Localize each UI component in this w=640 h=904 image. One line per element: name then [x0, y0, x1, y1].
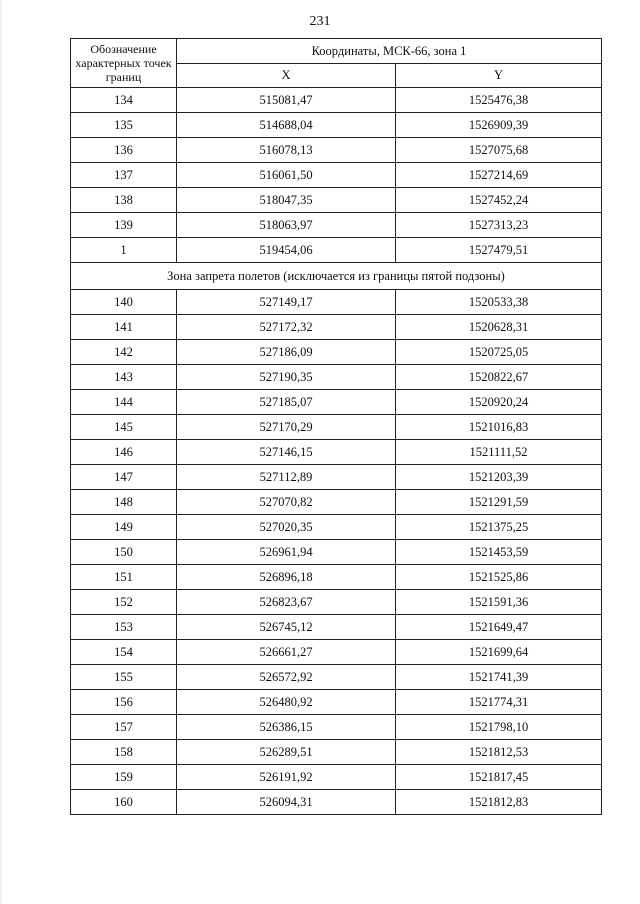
x-coordinate-cell: 519454,06	[177, 238, 396, 263]
y-coordinate-cell: 1521798,10	[396, 715, 602, 740]
table-row	[71, 615, 602, 640]
y-coordinate-cell: 1521812,83	[396, 790, 602, 815]
y-coordinate-cell: 1521016,83	[396, 415, 602, 440]
point-cell: 134	[71, 88, 177, 113]
y-coordinate-cell: 1527313,23	[396, 213, 602, 238]
x-coordinate-cell: 527185,07	[177, 390, 396, 415]
table-row	[71, 113, 602, 138]
x-coordinate-cell: 526745,12	[177, 615, 396, 640]
x-coordinate-cell: 526480,92	[177, 690, 396, 715]
table-row	[71, 515, 602, 540]
table-row	[71, 88, 602, 113]
x-coordinate-cell: 527172,32	[177, 315, 396, 340]
point-cell: 138	[71, 188, 177, 213]
table-row	[71, 590, 602, 615]
table-row	[71, 540, 602, 565]
point-cell: 144	[71, 390, 177, 415]
table-header	[71, 39, 602, 88]
y-coordinate-cell: 1521111,52	[396, 440, 602, 465]
x-coordinate-cell: 527170,29	[177, 415, 396, 440]
table-row	[71, 715, 602, 740]
point-cell: 1	[71, 238, 177, 263]
x-coordinate-cell: 526961,94	[177, 540, 396, 565]
point-cell: 156	[71, 690, 177, 715]
x-coordinate-cell: 527149,17	[177, 290, 396, 315]
point-cell: 151	[71, 565, 177, 590]
point-cell: 150	[71, 540, 177, 565]
table-row	[71, 340, 602, 365]
page-number: 231	[309, 14, 331, 29]
y-coordinate-cell: 1521453,59	[396, 540, 602, 565]
y-coordinate-cell: 1525476,38	[396, 88, 602, 113]
table-row	[71, 290, 602, 315]
x-coordinate-cell: 526823,67	[177, 590, 396, 615]
point-cell: 136	[71, 138, 177, 163]
y-coordinate-cell: 1520628,31	[396, 315, 602, 340]
point-cell: 152	[71, 590, 177, 615]
point-cell: 145	[71, 415, 177, 440]
y-coordinate-cell: 1521525,86	[396, 565, 602, 590]
x-coordinate-cell: 515081,47	[177, 88, 396, 113]
table-row	[71, 188, 602, 213]
table-row	[71, 365, 602, 390]
x-coordinate-cell: 526289,51	[177, 740, 396, 765]
table-row	[71, 665, 602, 690]
table-row	[71, 315, 602, 340]
section-row	[71, 263, 602, 290]
y-coordinate-cell: 1521291,59	[396, 490, 602, 515]
x-column-header: X	[177, 64, 396, 88]
y-coordinate-cell: 1521591,36	[396, 590, 602, 615]
point-column-header: Обозначение характерных точек границ	[71, 39, 177, 88]
point-cell: 158	[71, 740, 177, 765]
table-body-top	[71, 88, 602, 263]
coordinates-title-header: Координаты, МСК-66, зона 1	[177, 39, 602, 64]
x-coordinate-cell: 527112,89	[177, 465, 396, 490]
x-coordinate-cell: 514688,04	[177, 113, 396, 138]
x-coordinate-cell: 526386,15	[177, 715, 396, 740]
y-coordinate-cell: 1521699,64	[396, 640, 602, 665]
x-coordinate-cell: 518063,97	[177, 213, 396, 238]
y-coordinate-cell: 1527214,69	[396, 163, 602, 188]
point-cell: 137	[71, 163, 177, 188]
table-row	[71, 565, 602, 590]
y-coordinate-cell: 1521817,45	[396, 765, 602, 790]
point-cell: 147	[71, 465, 177, 490]
x-coordinate-cell: 527070,82	[177, 490, 396, 515]
y-coordinate-cell: 1521375,25	[396, 515, 602, 540]
y-coordinate-cell: 1526909,39	[396, 113, 602, 138]
point-cell: 149	[71, 515, 177, 540]
y-column-header: Y	[396, 64, 602, 88]
y-coordinate-cell: 1521741,39	[396, 665, 602, 690]
point-cell: 139	[71, 213, 177, 238]
table-body-bottom	[71, 290, 602, 815]
y-coordinate-cell: 1527075,68	[396, 138, 602, 163]
y-coordinate-cell: 1520822,67	[396, 365, 602, 390]
y-coordinate-cell: 1520533,38	[396, 290, 602, 315]
y-coordinate-cell: 1527452,24	[396, 188, 602, 213]
point-cell: 157	[71, 715, 177, 740]
table-row	[71, 465, 602, 490]
x-coordinate-cell: 527146,15	[177, 440, 396, 465]
x-coordinate-cell: 527190,35	[177, 365, 396, 390]
table-section	[71, 263, 602, 290]
point-cell: 140	[71, 290, 177, 315]
point-cell: 155	[71, 665, 177, 690]
point-cell: 142	[71, 340, 177, 365]
x-coordinate-cell: 527020,35	[177, 515, 396, 540]
point-cell: 148	[71, 490, 177, 515]
header-row-title	[71, 39, 602, 64]
x-coordinate-cell: 526896,18	[177, 565, 396, 590]
section-title: Зона запрета полетов (исключается из границы пятой подзоны)	[71, 263, 602, 290]
table-row	[71, 138, 602, 163]
point-cell: 146	[71, 440, 177, 465]
x-coordinate-cell: 518047,35	[177, 188, 396, 213]
point-cell: 141	[71, 315, 177, 340]
y-coordinate-cell: 1521649,47	[396, 615, 602, 640]
y-coordinate-cell: 1520920,24	[396, 390, 602, 415]
x-coordinate-cell: 526661,27	[177, 640, 396, 665]
y-coordinate-cell: 1521203,39	[396, 465, 602, 490]
table-row	[71, 740, 602, 765]
table-row	[71, 440, 602, 465]
x-coordinate-cell: 527186,09	[177, 340, 396, 365]
point-cell: 135	[71, 113, 177, 138]
table-row	[71, 238, 602, 263]
y-coordinate-cell: 1521774,31	[396, 690, 602, 715]
coordinates-table	[70, 38, 602, 815]
point-cell: 153	[71, 615, 177, 640]
y-coordinate-cell: 1520725,05	[396, 340, 602, 365]
table-row	[71, 790, 602, 815]
table-row	[71, 390, 602, 415]
scan-edge-shadow	[0, 0, 2, 904]
point-cell: 154	[71, 640, 177, 665]
table-row	[71, 415, 602, 440]
x-coordinate-cell: 526191,92	[177, 765, 396, 790]
point-cell: 159	[71, 765, 177, 790]
x-coordinate-cell: 516078,13	[177, 138, 396, 163]
y-coordinate-cell: 1527479,51	[396, 238, 602, 263]
x-coordinate-cell: 516061,50	[177, 163, 396, 188]
y-coordinate-cell: 1521812,53	[396, 740, 602, 765]
table-row	[71, 490, 602, 515]
table-row	[71, 765, 602, 790]
table-row	[71, 640, 602, 665]
x-coordinate-cell: 526094,31	[177, 790, 396, 815]
table-row	[71, 690, 602, 715]
point-cell: 143	[71, 365, 177, 390]
point-cell: 160	[71, 790, 177, 815]
table-row	[71, 163, 602, 188]
x-coordinate-cell: 526572,92	[177, 665, 396, 690]
table-row	[71, 213, 602, 238]
